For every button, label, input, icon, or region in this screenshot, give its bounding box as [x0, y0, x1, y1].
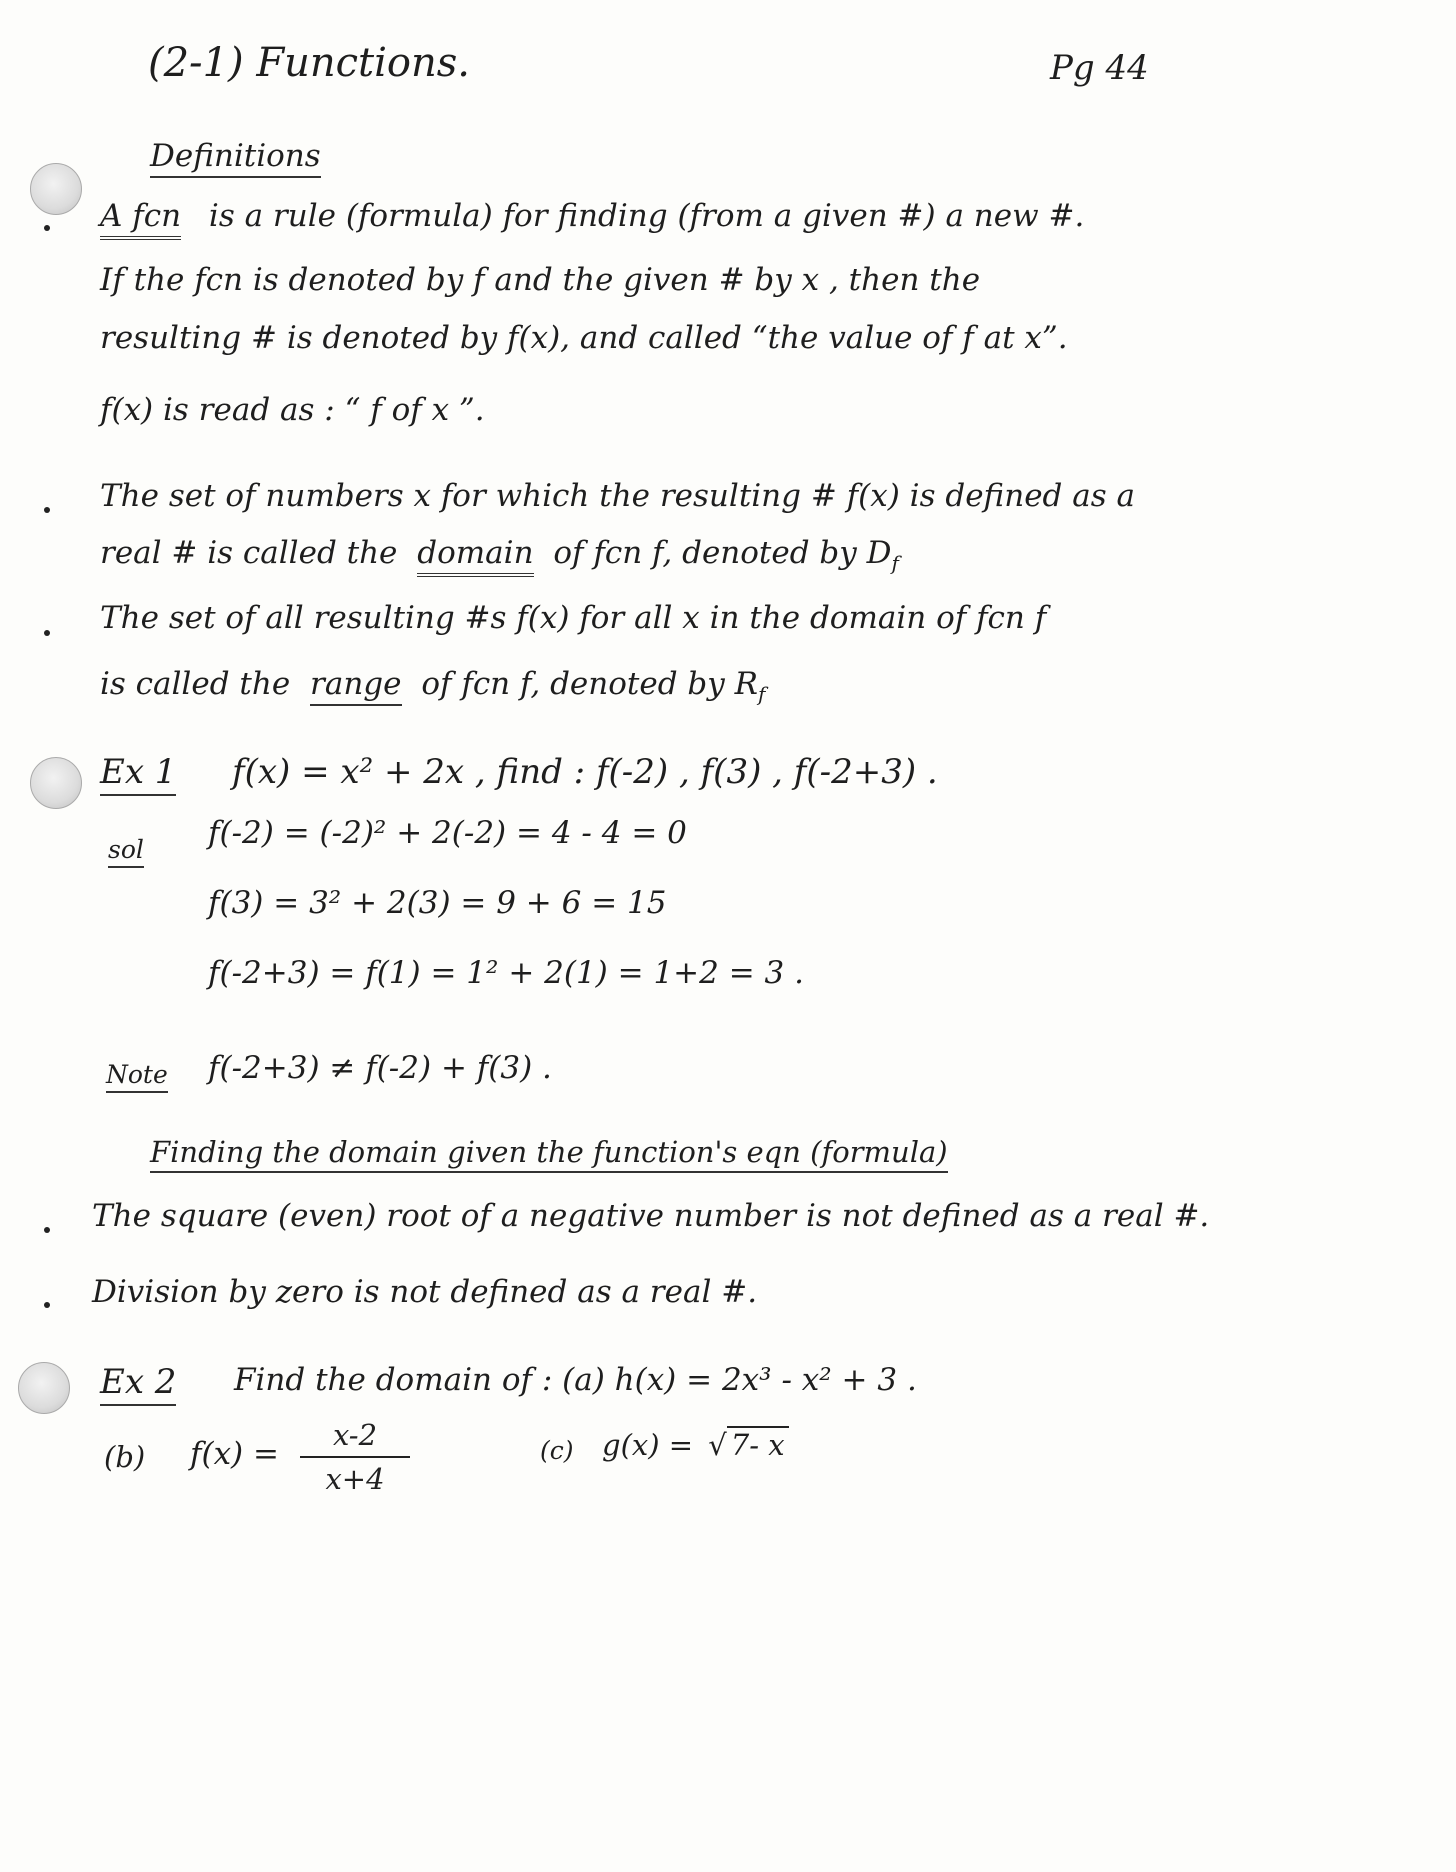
range-line-2-start: is called the: [100, 666, 291, 702]
ex2-part-b-fraction: [300, 1418, 410, 1496]
sol-label: sol: [108, 835, 144, 868]
ex1-solution-line-2: f(3) = 3² + 2(3) = 9 + 6 = 15: [208, 885, 667, 921]
fcn-definition-line-3: resulting # is denoted by f(x), and called “the value of f at x”.: [100, 320, 1068, 356]
sqrt-radicand: 7- x: [727, 1426, 789, 1462]
binder-hole-bottom: [18, 1362, 70, 1414]
bullet-5: [44, 1302, 50, 1308]
ex2-label: Ex 2: [100, 1362, 176, 1406]
bullet-1: [44, 225, 50, 231]
fcn-definition-line-1: [100, 198, 1084, 234]
range-definition-line-2: [100, 666, 765, 706]
fcn-definition-line-2: If the fcn is denoted by f and the given # by x , then the: [100, 262, 981, 298]
domain-subscript: f: [891, 551, 899, 576]
ex2-intro: Find the domain of : (a) h(x) = 2x³ - x² + 3 .: [234, 1362, 917, 1398]
ex2-part-b-lhs: f(x) =: [190, 1436, 279, 1472]
fraction-denominator: x+4: [325, 1462, 385, 1496]
ex2-part-b-label: (b): [104, 1440, 146, 1474]
bullet-3: [44, 630, 50, 636]
page-number: Pg 44: [1050, 48, 1149, 88]
range-line-2-end: of fcn f, denoted by R: [421, 666, 758, 702]
ex2-part-c-label: (c): [540, 1436, 574, 1465]
fcn-definition-text: is a rule (formula) for finding (from a given #) a new #.: [208, 198, 1085, 234]
range-definition-line-1: The set of all resulting #s f(x) for all x in the domain of fcn f: [100, 600, 1047, 636]
note-text: f(-2+3) ≠ f(-2) + f(3) .: [208, 1050, 552, 1086]
domain-line-2-start: real # is called the: [100, 535, 398, 571]
domain-definition-line-1: The set of numbers x for which the resulting # f(x) is defined as a: [100, 478, 1135, 514]
sqrt-symbol: √: [708, 1428, 727, 1462]
page-title: (2-1) Functions.: [148, 40, 470, 86]
range-term: range: [310, 666, 401, 706]
ex1-solution-line-1: f(-2) = (-2)² + 2(-2) = 4 - 4 = 0: [208, 815, 687, 851]
binder-hole-middle: [30, 757, 82, 809]
domain-definition-line-2: [100, 535, 899, 575]
fcn-term: A fcn: [100, 198, 181, 240]
definitions-heading: Definitions: [150, 138, 321, 178]
division-by-zero-rule: Division by zero is not defined as a real #.: [92, 1274, 758, 1310]
domain-line-2-end: of fcn f, denoted by D: [553, 535, 892, 571]
square-root-rule: The square (even) root of a negative number is not defined as a real #.: [92, 1198, 1210, 1234]
note-label: Note: [106, 1060, 168, 1093]
fcn-definition-line-4: f(x) is read as : “ f of x ”.: [100, 392, 485, 428]
binder-hole-top: [30, 163, 82, 215]
bullet-4: [44, 1227, 50, 1233]
ex1-problem: f(x) = x² + 2x , find : f(-2) , f(3) , f(-2+3) .: [232, 752, 938, 792]
domain-term: domain: [417, 535, 533, 577]
ex2-part-c-lhs: g(x) =: [602, 1428, 694, 1462]
ex1-label: Ex 1: [100, 752, 176, 796]
finding-domain-heading: Finding the domain given the function's eqn (formula): [150, 1135, 948, 1173]
bullet-2: [44, 507, 50, 513]
ex2-part-c-expression: [602, 1428, 789, 1462]
fraction-numerator: x-2: [332, 1418, 378, 1452]
range-subscript: f: [757, 682, 766, 707]
fraction-bar: [300, 1456, 410, 1458]
ex1-solution-line-3: f(-2+3) = f(1) = 1² + 2(1) = 1+2 = 3 .: [208, 955, 804, 991]
